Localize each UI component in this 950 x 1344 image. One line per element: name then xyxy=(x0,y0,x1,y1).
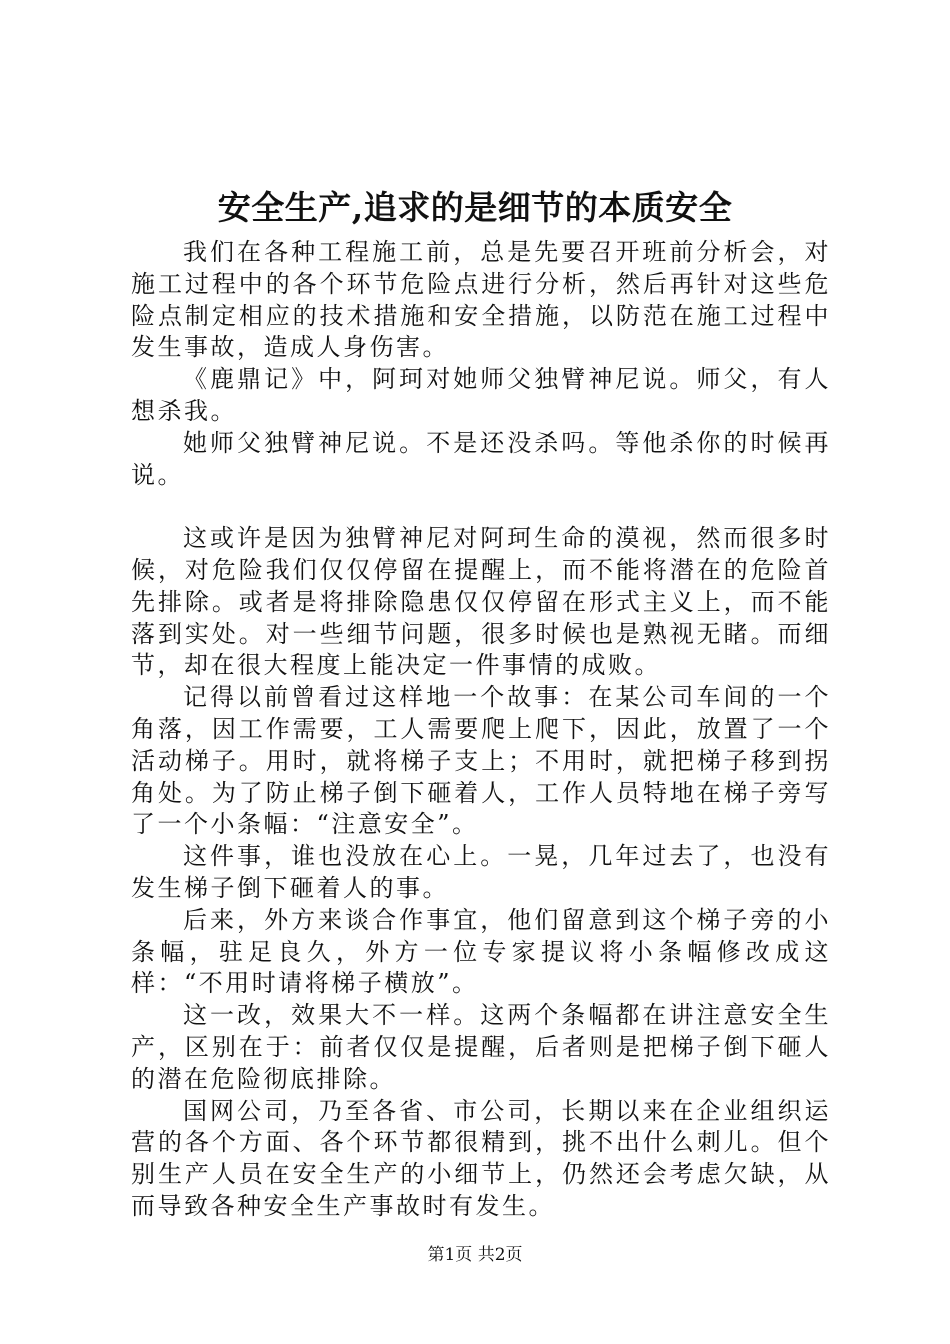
document-title: 安全生产,追求的是细节的本质安全 xyxy=(217,188,733,227)
paragraph: 这一改，效果大不一样。这两个条幅都在讲注意安全生产，区别在于：前者仅仅是提醒，后者则是把梯子倒下砸人的潜在危险彻底排除。 xyxy=(131,1001,831,1093)
document-body xyxy=(131,237,831,1223)
paragraph: 我们在各种工程施工前，总是先要召开班前分析会，对施工过程中的各个环节危险点进行分析，然后再针对这些危险点制定相应的技术措施和安全措施，以防范在施工过程中发生事故，造成人身伤害。 xyxy=(131,238,831,362)
paragraph: 她师父独臂神尼说。不是还没杀吗。等他杀你的时候再说。 xyxy=(131,428,831,489)
paragraph: 这件事，谁也没放在心上。一晃，几年过去了，也没有发生梯子倒下砸着人的事。 xyxy=(131,842,831,902)
page-footer: 第1页 共2页 xyxy=(427,1245,523,1265)
paragraph: 这或许是因为独臂神尼对阿珂生命的漠视，然而很多时候，对危险我们仅仅停留在提醒上，而不能将潜在的危险首先排除。或者是将排除隐患仅仅停留在形式主义上，而不能落到实处。对一些细节问题，很多时候也是熟视无睹。而细节，却在很大程度上能决定一件事情的成败。 xyxy=(131,524,831,680)
paragraph: 《鹿鼎记》中，阿珂对她师父独臂神尼说。师父，有人想杀我。 xyxy=(131,365,831,425)
paragraph: 记得以前曾看过这样地一个故事：在某公司车间的一个角落，因工作需要，工人需要爬上爬下，因此，放置了一个活动梯子。用时，就将梯子支上；不用时，就把梯子移到拐角处。为了防止梯子倒下砸着人，工作人员特地在梯子旁写了一个小条幅：“注意安全”。 xyxy=(131,683,831,839)
paragraph: 国网公司，乃至各省、市公司，长期以来在企业组织运营的各个方面、各个环节都很精到，挑不出什么刺儿。但个别生产人员在安全生产的小细节上，仍然还会考虑欠缺，从而导致各种安全生产事故时有发生。 xyxy=(131,1096,831,1220)
paragraph: 后来，外方来谈合作事宜，他们留意到这个梯子旁的小条幅，驻足良久，外方一位专家提议将小条幅修改成这样：“不用时请将梯子横放”。 xyxy=(131,905,831,998)
